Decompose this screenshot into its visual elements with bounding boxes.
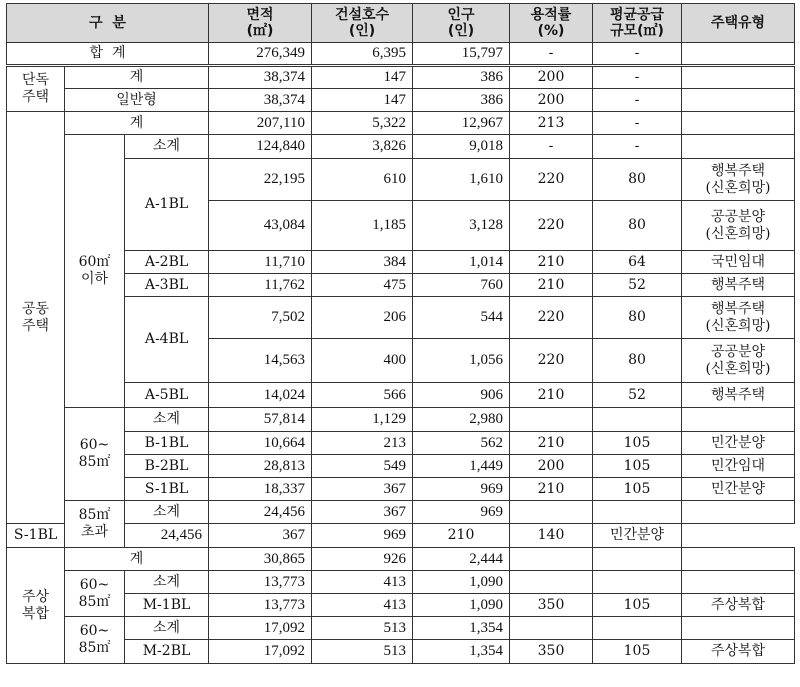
cell-housing-type: 공공분양 (신혼희망) bbox=[682, 339, 795, 383]
row-label-subtotal: 소계 bbox=[125, 501, 209, 524]
cell-area: 24,456 bbox=[209, 501, 312, 524]
cell-far bbox=[510, 548, 593, 571]
cell-housing-type bbox=[682, 571, 795, 594]
cell-avg-size: 105 bbox=[593, 640, 682, 664]
block-s1: S-1BL bbox=[125, 478, 209, 501]
row-label-mixed-sum: 계 bbox=[65, 548, 209, 571]
cell-housing-type bbox=[682, 408, 795, 432]
block-a4: A-4BL bbox=[125, 297, 209, 383]
cell-avg-size: 52 bbox=[593, 383, 682, 408]
col-header-units: 건설호수 (인) bbox=[312, 4, 413, 43]
cell-population: 562 bbox=[413, 432, 510, 455]
cell-avg-size: - bbox=[593, 43, 682, 66]
cell-units: 213 bbox=[312, 432, 413, 455]
cell-units: 367 bbox=[312, 501, 413, 524]
cell-area: 22,195 bbox=[209, 159, 312, 201]
cell-units: 384 bbox=[312, 251, 413, 274]
group-label-mixed: 주상 복합 bbox=[7, 548, 65, 664]
cell-units: 206 bbox=[312, 297, 413, 339]
cell-population: 1,090 bbox=[413, 571, 510, 594]
cell-area: 10,664 bbox=[209, 432, 312, 455]
row-label-apt-sum: 계 bbox=[65, 112, 209, 135]
cell-housing-type bbox=[682, 89, 795, 112]
cell-units: 1,129 bbox=[312, 408, 413, 432]
cell-avg-size: - bbox=[593, 66, 682, 89]
cell-housing-type bbox=[682, 548, 795, 571]
block-m1: M-1BL bbox=[125, 594, 209, 617]
cell-area: 17,092 bbox=[209, 617, 312, 640]
cell-units: 400 bbox=[312, 339, 413, 383]
cell-avg-size: 80 bbox=[593, 339, 682, 383]
cell-avg-size bbox=[593, 501, 682, 524]
cell-units: 5,322 bbox=[312, 112, 413, 135]
cell-units: 1,185 bbox=[312, 201, 413, 251]
cell-housing-type: 민간분양 bbox=[682, 478, 795, 501]
cell-avg-size: 80 bbox=[593, 201, 682, 251]
cell-units: 610 bbox=[312, 159, 413, 201]
table-row bbox=[7, 524, 795, 548]
cell-housing-type: 국민임대 bbox=[682, 251, 795, 274]
cell-population: 969 bbox=[413, 501, 510, 524]
table-row bbox=[7, 571, 795, 594]
cell-far: 210 bbox=[510, 478, 593, 501]
block-a2: A-2BL bbox=[125, 251, 209, 274]
cell-area: 11,710 bbox=[209, 251, 312, 274]
cell-housing-type: 주상복합 bbox=[682, 594, 795, 617]
col-header-type: 주택유형 bbox=[682, 4, 795, 43]
block-a3: A-3BL bbox=[125, 274, 209, 297]
cell-units: 147 bbox=[312, 66, 413, 89]
cell-far: 210 bbox=[510, 383, 593, 408]
cell-units: 413 bbox=[312, 594, 413, 617]
group-label-single: 단독 주택 bbox=[7, 66, 65, 112]
cell-area: 38,374 bbox=[209, 89, 312, 112]
cell-avg-size: 80 bbox=[593, 159, 682, 201]
cell-housing-type: 주상복합 bbox=[682, 640, 795, 664]
table-row bbox=[7, 43, 795, 66]
cell-far: 200 bbox=[510, 89, 593, 112]
cell-housing-type bbox=[682, 43, 795, 66]
cell-avg-size bbox=[593, 617, 682, 640]
table-row bbox=[7, 432, 795, 455]
cell-area: 13,773 bbox=[209, 594, 312, 617]
table-row bbox=[7, 251, 795, 274]
table-row bbox=[7, 135, 795, 159]
cell-population: 1,056 bbox=[413, 339, 510, 383]
cell-housing-type bbox=[682, 135, 795, 159]
cell-avg-size: - bbox=[593, 89, 682, 112]
table-row bbox=[7, 455, 795, 478]
col-header-area: 면적 (㎡) bbox=[209, 4, 312, 43]
cell-area: 18,337 bbox=[209, 478, 312, 501]
cell-avg-size: 140 bbox=[510, 524, 593, 548]
col-header-avg-size: 평균공급 규모(㎡) bbox=[593, 4, 682, 43]
cell-far: 350 bbox=[510, 594, 593, 617]
cell-far bbox=[510, 408, 593, 432]
cell-far: 350 bbox=[510, 640, 593, 664]
cell-avg-size: 105 bbox=[593, 478, 682, 501]
cell-housing-type: 민간분양 bbox=[682, 432, 795, 455]
table-row bbox=[7, 112, 795, 135]
cell-avg-size: 105 bbox=[593, 594, 682, 617]
cell-area: 28,813 bbox=[209, 455, 312, 478]
group-label-apartment: 공동 주택 bbox=[7, 112, 65, 524]
cell-area: 57,814 bbox=[209, 408, 312, 432]
cell-far: 220 bbox=[510, 159, 593, 201]
cell-far: - bbox=[510, 43, 593, 66]
cell-units: 513 bbox=[312, 640, 413, 664]
cell-population: 969 bbox=[413, 478, 510, 501]
cell-housing-type: 공공분양 (신혼희망) bbox=[682, 201, 795, 251]
cell-population: 3,128 bbox=[413, 201, 510, 251]
cell-area: 17,092 bbox=[209, 640, 312, 664]
cell-far: 213 bbox=[510, 112, 593, 135]
table-row bbox=[7, 159, 795, 201]
table-row bbox=[7, 408, 795, 432]
table-row bbox=[7, 594, 795, 617]
cell-far bbox=[510, 617, 593, 640]
cell-population: 386 bbox=[413, 66, 510, 89]
cell-far: - bbox=[510, 135, 593, 159]
cell-units: 549 bbox=[312, 455, 413, 478]
cell-population: 1,090 bbox=[413, 594, 510, 617]
block-m2: M-2BL bbox=[125, 640, 209, 664]
cell-far: 220 bbox=[510, 339, 593, 383]
block-a5: A-5BL bbox=[125, 383, 209, 408]
cell-avg-size bbox=[593, 408, 682, 432]
land-use-table bbox=[6, 3, 795, 664]
cell-units: 3,826 bbox=[312, 135, 413, 159]
cell-units: 413 bbox=[312, 571, 413, 594]
cell-housing-type: 민간임대 bbox=[682, 455, 795, 478]
cell-avg-size: 64 bbox=[593, 251, 682, 274]
row-label-subtotal: 소계 bbox=[125, 408, 209, 432]
cell-units: 475 bbox=[312, 274, 413, 297]
table-row bbox=[7, 297, 795, 339]
cell-units: 513 bbox=[312, 617, 413, 640]
cell-housing-type: 민간분양 bbox=[593, 524, 682, 548]
cell-population: 544 bbox=[413, 297, 510, 339]
cell-units: 147 bbox=[312, 89, 413, 112]
cell-housing-type bbox=[682, 66, 795, 89]
cell-area: 14,563 bbox=[209, 339, 312, 383]
col-header-far: 용적률 (%) bbox=[510, 4, 593, 43]
cell-area: 13,773 bbox=[209, 571, 312, 594]
cell-population: 2,980 bbox=[413, 408, 510, 432]
cell-area: 43,084 bbox=[209, 201, 312, 251]
cell-far: 210 bbox=[510, 274, 593, 297]
cell-population: 760 bbox=[413, 274, 510, 297]
cell-area: 24,456 bbox=[125, 524, 209, 548]
table-row bbox=[7, 66, 795, 89]
row-label-subtotal: 소계 bbox=[125, 571, 209, 594]
cell-housing-type: 행복주택 bbox=[682, 383, 795, 408]
cell-far bbox=[510, 501, 593, 524]
cell-housing-type bbox=[682, 501, 795, 524]
cell-population: 1,610 bbox=[413, 159, 510, 201]
group-label-mixed-60-85-b: 60~ 85㎡ bbox=[65, 617, 125, 664]
header-row bbox=[7, 4, 795, 43]
cell-avg-size: 105 bbox=[593, 432, 682, 455]
cell-population: 1,354 bbox=[413, 640, 510, 664]
cell-avg-size: - bbox=[593, 135, 682, 159]
table-row bbox=[7, 383, 795, 408]
cell-population: 1,449 bbox=[413, 455, 510, 478]
row-label-total: 합 계 bbox=[7, 43, 209, 66]
row-label-subtotal: 소계 bbox=[125, 135, 209, 159]
cell-population: 1,354 bbox=[413, 617, 510, 640]
block-b2: B-2BL bbox=[125, 455, 209, 478]
cell-population: 969 bbox=[312, 524, 413, 548]
cell-units: 566 bbox=[312, 383, 413, 408]
cell-avg-size: - bbox=[593, 112, 682, 135]
row-label-single-general: 일반형 bbox=[65, 89, 209, 112]
cell-avg-size bbox=[593, 571, 682, 594]
cell-housing-type: 행복주택 bbox=[682, 274, 795, 297]
cell-avg-size: 52 bbox=[593, 274, 682, 297]
cell-area: 207,110 bbox=[209, 112, 312, 135]
cell-housing-type bbox=[682, 112, 795, 135]
group-label-mixed-60-85-a: 60~ 85㎡ bbox=[65, 571, 125, 617]
cell-far: 200 bbox=[510, 455, 593, 478]
cell-far: 200 bbox=[510, 66, 593, 89]
cell-area: 7,502 bbox=[209, 297, 312, 339]
cell-far: 210 bbox=[510, 432, 593, 455]
cell-population: 386 bbox=[413, 89, 510, 112]
table-row bbox=[7, 478, 795, 501]
cell-avg-size bbox=[593, 548, 682, 571]
cell-housing-type: 행복주택 (신혼희망) bbox=[682, 297, 795, 339]
table-row bbox=[7, 274, 795, 297]
table-row bbox=[7, 548, 795, 571]
cell-far: 210 bbox=[413, 524, 510, 548]
cell-population: 15,797 bbox=[413, 43, 510, 66]
cell-avg-size: 80 bbox=[593, 297, 682, 339]
group-label-gt85: 85㎡ 초과 bbox=[65, 501, 125, 548]
cell-area: 14,024 bbox=[209, 383, 312, 408]
group-label-le60: 60㎡ 이하 bbox=[65, 135, 125, 408]
table-row bbox=[7, 89, 795, 112]
block-s1: S-1BL bbox=[7, 524, 65, 548]
cell-housing-type bbox=[682, 617, 795, 640]
cell-avg-size: 105 bbox=[593, 455, 682, 478]
cell-units: 6,395 bbox=[312, 43, 413, 66]
cell-far: 210 bbox=[510, 251, 593, 274]
cell-population: 1,014 bbox=[413, 251, 510, 274]
cell-far: 220 bbox=[510, 297, 593, 339]
cell-population: 906 bbox=[413, 383, 510, 408]
cell-population: 12,967 bbox=[413, 112, 510, 135]
row-label-single-sum: 계 bbox=[65, 66, 209, 89]
cell-units: 926 bbox=[312, 548, 413, 571]
cell-units: 367 bbox=[209, 524, 312, 548]
cell-area: 38,374 bbox=[209, 66, 312, 89]
col-header-gubun: 구 분 bbox=[7, 4, 209, 43]
col-header-population: 인구 (인) bbox=[413, 4, 510, 43]
cell-population: 2,444 bbox=[413, 548, 510, 571]
cell-population: 9,018 bbox=[413, 135, 510, 159]
group-label-60-85: 60~ 85㎡ bbox=[65, 408, 125, 501]
cell-housing-type: 행복주택 (신혼희망) bbox=[682, 159, 795, 201]
table-row bbox=[7, 617, 795, 640]
row-label-subtotal: 소계 bbox=[125, 617, 209, 640]
block-a1: A-1BL bbox=[125, 159, 209, 251]
cell-area: 30,865 bbox=[209, 548, 312, 571]
cell-far: 220 bbox=[510, 201, 593, 251]
table-row bbox=[7, 640, 795, 664]
cell-units: 367 bbox=[312, 478, 413, 501]
cell-area: 276,349 bbox=[209, 43, 312, 66]
cell-area: 124,840 bbox=[209, 135, 312, 159]
cell-far bbox=[510, 571, 593, 594]
table-row bbox=[7, 501, 795, 524]
cell-area: 11,762 bbox=[209, 274, 312, 297]
block-b1: B-1BL bbox=[125, 432, 209, 455]
